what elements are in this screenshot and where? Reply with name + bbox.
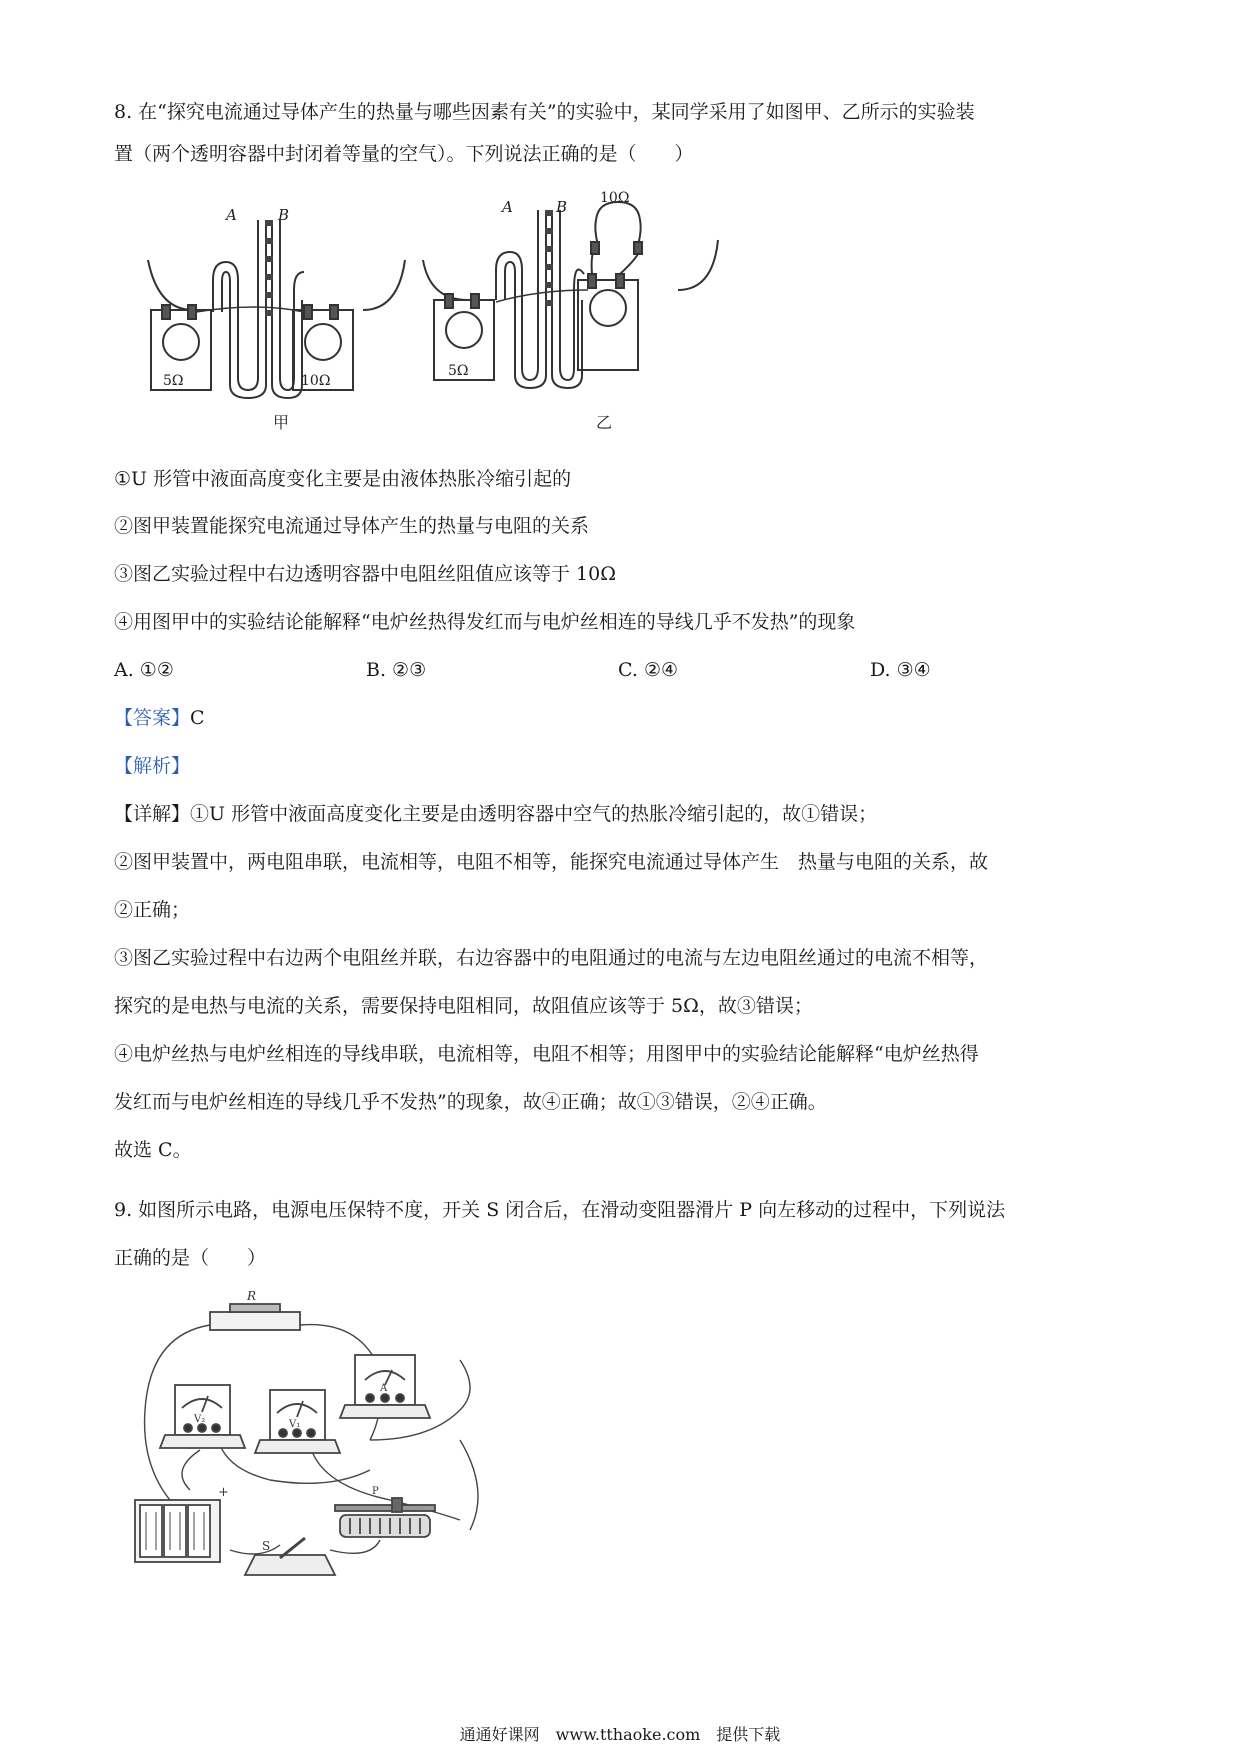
label-v2: V₂ bbox=[194, 1414, 206, 1425]
q8-statement-2: ②图甲装置能探究电流通过导体产生的热量与电阻的关系 bbox=[114, 515, 590, 537]
label-p: P bbox=[372, 1486, 379, 1497]
yi-top-resistor-label: 10Ω bbox=[600, 190, 630, 206]
q8-stem-line-1: 8. 在“探究电流通过导体产生的热量与哪些因素有关”的实验中，某同学采用了如图甲、乙所示的实验装 bbox=[114, 101, 975, 123]
label-r: R bbox=[247, 1290, 257, 1303]
q8-figure bbox=[118, 190, 738, 440]
label-plus: + bbox=[218, 1485, 229, 1500]
figure-yi bbox=[423, 190, 718, 432]
switch bbox=[245, 1538, 335, 1575]
q8-analysis-tag: 【解析】 bbox=[114, 755, 191, 777]
q8-statement-1: ①U 形管中液面高度变化主要是由液体热胀冷缩引起的 bbox=[114, 468, 572, 490]
label-s: S bbox=[262, 1539, 271, 1553]
jia-caption: 甲 bbox=[273, 413, 290, 432]
jia-label-a: A bbox=[226, 206, 237, 224]
q8-statement-4: ④用图甲中的实验结论能解释“电炉丝热得发红而与电炉丝相连的导线几乎不发热”的现象 bbox=[114, 611, 856, 633]
yi-label-a: A bbox=[502, 198, 513, 216]
q8-detail-line-5: 探究的是电热与电流的关系，需要保持电阻相同，故阻值应该等于 5Ω，故③错误； bbox=[114, 995, 813, 1017]
jia-left-resistor-label: 5Ω bbox=[163, 373, 184, 389]
figure-jia bbox=[148, 206, 405, 432]
ammeter bbox=[340, 1355, 430, 1418]
label-a: A bbox=[380, 1383, 388, 1394]
jia-label-b: B bbox=[278, 206, 290, 224]
yi-caption: 乙 bbox=[596, 413, 613, 432]
q8-statement-3: ③图乙实验过程中右边透明容器中电阻丝阻值应该等于 10Ω bbox=[114, 563, 616, 585]
q8-option-d: D. ③④ bbox=[870, 659, 931, 681]
jia-right-resistor-label: 10Ω bbox=[301, 373, 331, 389]
q8-detail-line-3: ②正确； bbox=[114, 899, 191, 921]
detail-text-1: ①U 形管中液面高度变化主要是由透明容器中空气的热胀冷缩引起的，故①错误； bbox=[190, 803, 878, 825]
q8-detail-line-6: ④电炉丝热与电炉丝相连的导线串联，电流相等，电阻不相等；用图甲中的实验结论能解释“电炉丝热得 bbox=[114, 1043, 979, 1065]
battery bbox=[135, 1485, 229, 1562]
rheostat bbox=[335, 1486, 435, 1537]
voltmeter-v1 bbox=[255, 1390, 340, 1453]
yi-label-b: B bbox=[556, 198, 568, 216]
q9-stem-line-2: 正确的是（ ） bbox=[114, 1247, 267, 1269]
q9-circuit-figure bbox=[130, 1290, 510, 1590]
q8-option-c: C. ②④ bbox=[618, 659, 679, 681]
q8-detail-line-4: ③图乙实验过程中右边两个电阻丝并联，右边容器中的电阻通过的电流与左边电阻丝通过的电流不相等， bbox=[114, 947, 989, 969]
q8-option-a: A. ①② bbox=[114, 659, 174, 681]
q8-detail-line-7: 发红而与电炉丝相连的导线几乎不发热”的现象，故④正确；故①③错误，②④正确。 bbox=[114, 1091, 827, 1113]
answer-value: C bbox=[190, 707, 205, 729]
q9-stem-line-1: 9. 如图所示电路，电源电压保特不度，开关 S 闭合后，在滑动变阻器滑片 P 向左移动的过程中，下列说法 bbox=[114, 1199, 1006, 1221]
page-footer: 通通好课网 www.tthaoke.com 提供下载 bbox=[459, 1725, 781, 1744]
q8-detail-line-1 bbox=[114, 800, 877, 828]
q8-option-b: B. ②③ bbox=[366, 659, 427, 681]
yi-left-resistor-label: 5Ω bbox=[448, 363, 469, 379]
label-v1: V₁ bbox=[289, 1419, 301, 1430]
q8-stem-line-2: 置（两个透明容器中封闭着等量的空气）。下列说法正确的是（ ） bbox=[114, 143, 694, 165]
answer-tag: 【答案】 bbox=[114, 707, 191, 729]
detail-tag: 【详解】 bbox=[114, 803, 191, 825]
q8-detail-line-2: ②图甲装置中，两电阻串联，电流相等，电阻不相等，能探究电流通过导体产生 热量与电阻的关系，故 bbox=[114, 851, 989, 873]
q8-answer bbox=[114, 704, 205, 732]
q8-detail-line-8: 故选 C。 bbox=[114, 1139, 192, 1161]
voltmeter-v2 bbox=[160, 1385, 245, 1448]
